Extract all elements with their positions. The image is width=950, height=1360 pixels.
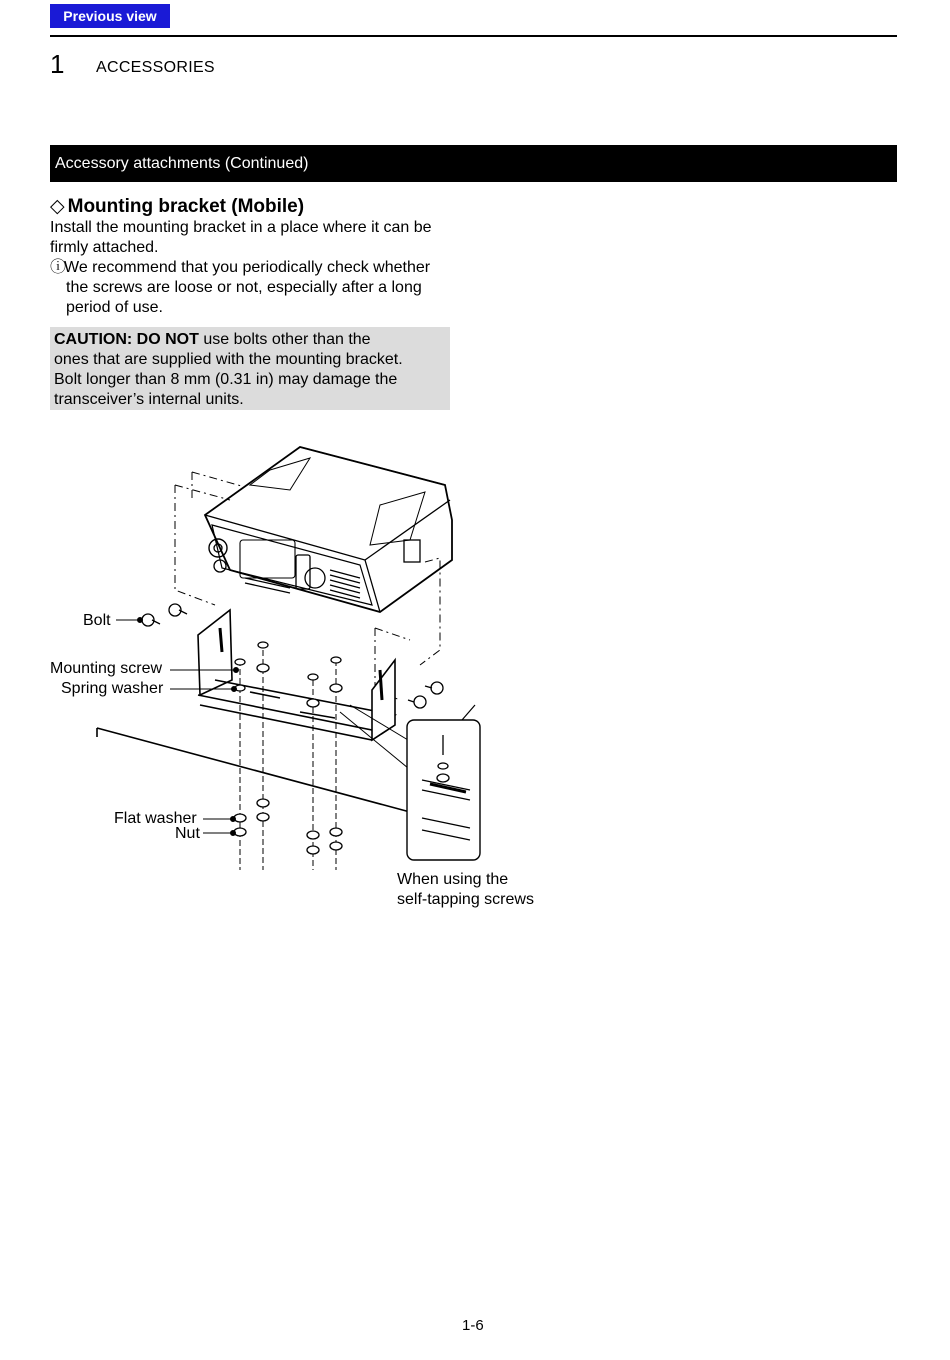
caption-line-2: self-tapping screws <box>397 891 534 908</box>
note-line-2: the screws are loose or not, especially after a long <box>66 279 422 296</box>
diamond-icon: ◇ <box>50 196 65 217</box>
section-title: Accessory attachments (Continued) <box>55 155 309 172</box>
install-instruction: Install the mounting bracket in a place where it can be firmly attached. <box>50 219 432 256</box>
info-note <box>50 258 460 318</box>
chapter-title: ACCESSORIES <box>96 59 215 76</box>
note-line-1: We recommend that you periodically check whether <box>64 259 431 276</box>
caution-box <box>50 327 450 410</box>
subsection-title: Mounting bracket (Mobile) <box>67 196 305 217</box>
label-flat-washer: Flat washer <box>114 810 197 827</box>
bolts <box>142 604 443 708</box>
label-spring-washer: Spring washer <box>61 680 164 697</box>
subsection-heading <box>50 195 304 218</box>
caution-text-3: Bolt longer than 8 mm (0.31 in) may damage the <box>54 371 398 388</box>
caution-emphasis: DO NOT <box>136 331 199 348</box>
previous-view-button[interactable]: Previous view <box>50 4 170 28</box>
screws-washers <box>234 642 342 854</box>
caution-label: CAUTION: <box>54 331 133 348</box>
chapter-number: 1 <box>50 49 65 79</box>
label-nut: Nut <box>175 825 200 842</box>
bracket-illustration <box>198 610 395 740</box>
label-bolt: Bolt <box>83 612 111 629</box>
caution-text-1: use bolts other than the <box>198 331 371 348</box>
transceiver-illustration <box>205 447 452 612</box>
caption-line-1: When using the <box>397 871 509 888</box>
diagram-caption <box>397 870 534 910</box>
page-number: 1-6 <box>462 1317 484 1334</box>
mounting-diagram <box>40 430 520 880</box>
section-header-bar <box>50 145 897 182</box>
label-mounting-screw: Mounting screw <box>50 660 163 677</box>
note-line-3: period of use. <box>66 299 163 316</box>
caution-text-2: ones that are supplied with the mounting bracket. <box>54 351 403 368</box>
caution-text-4: transceiver’s internal units. <box>54 391 244 408</box>
info-icon: ⓘ <box>50 259 67 276</box>
header-rule <box>50 35 897 37</box>
